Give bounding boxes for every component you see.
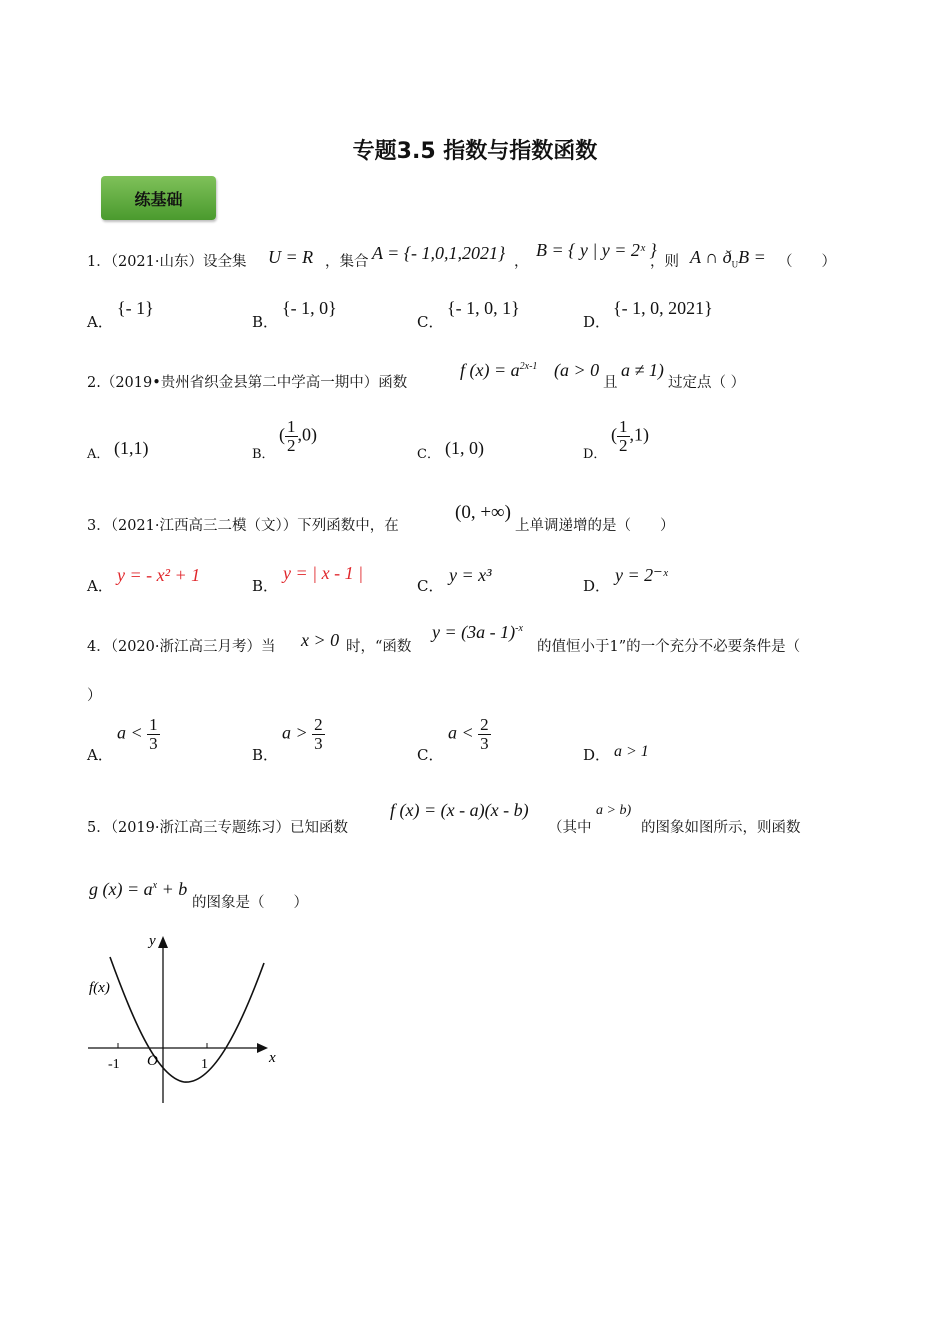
q1-option-c-value: {- 1, 0, 1}: [447, 298, 520, 318]
q4-option-d-value: a > 1: [614, 743, 649, 760]
neg-tick-label: -1: [108, 1057, 120, 1072]
q2-option-d-label: D．: [583, 447, 607, 462]
q4-option-d-label: D．: [583, 746, 611, 764]
q2-function: f $(x) = a^{2x-1}$: [460, 360, 538, 380]
q3-option-c-value: y = x³: [449, 565, 492, 585]
q5-g-function: g $(x) = a^x + b$: [89, 879, 188, 899]
q3-option-a-label: A．: [87, 577, 113, 595]
x-axis-label: x: [269, 1050, 276, 1066]
q3-option-b-value: y = | x - 1 |: [283, 563, 364, 583]
q1-option-d-value: {- 1, 0, 2021}: [613, 298, 713, 318]
q4-option-a-label: A．: [87, 746, 113, 764]
q2-option-b-label: B．: [252, 447, 275, 462]
q3-tail: 上单调递增的是（ ）: [515, 518, 675, 534]
q4-option-c-label: C．: [417, 746, 444, 764]
parabola-curve: [110, 957, 264, 1082]
q3-option-b-label: B．: [252, 577, 279, 595]
q4-tail-close: ）: [87, 688, 102, 704]
q2-option-a-label: A．: [87, 447, 110, 462]
q1-stem: 1．（2021·山东）设全集: [87, 254, 247, 270]
q4-stem: 4．（2020·浙江高三月考）当: [87, 639, 276, 655]
q1-option-a-value: {- 1}: [117, 298, 154, 318]
q1-text-set: ，集合: [325, 254, 369, 270]
q2-option-d-value: ( $\frac{1}{2}$ ,1): [611, 417, 649, 455]
page-title: 专题3.5 指数与指数函数: [352, 139, 598, 164]
q5-function: f (x) = (x - a)(x - b): [390, 800, 529, 820]
q4-option-b-value: a > $\frac{2}{3}$: [282, 715, 323, 753]
q4-option-b-label: B．: [252, 746, 279, 764]
q4-mid: 时，“函数: [346, 639, 412, 655]
q1-text-then: ，则: [650, 254, 679, 270]
q2-option-c-value: (1, 0): [445, 438, 484, 458]
q4-option-c-value: a < $\frac{2}{3}$: [448, 715, 489, 753]
q3-stem: 3．（2021·江西高三二模（文））下列函数中，在: [87, 518, 399, 534]
q4-function: y = (3a - 1)$^{-x}$: [432, 622, 523, 642]
q1-universal-set: U = R: [268, 247, 314, 267]
q5-condition: a > b): [596, 803, 632, 818]
q1-answer-paren: （ ）: [778, 254, 836, 270]
q2-option-b-value: ( $\frac{1}{2}$ ,0): [279, 417, 317, 455]
x-axis-arrow-icon: [257, 1043, 268, 1053]
q1-option-b-label: B．: [252, 313, 279, 331]
q2-option-a-value: (1,1): [114, 438, 149, 458]
q3-option-d-label: D．: [583, 577, 611, 595]
y-axis-arrow-icon: [158, 936, 168, 948]
pos-tick-label: 1: [201, 1057, 208, 1072]
q5-tail: 的图象如图所示，则函数: [641, 820, 801, 836]
y-axis-label: y: [149, 933, 156, 949]
q4-tail: 的值恒小于1”的一个充分不必要条件是（: [537, 639, 801, 655]
q1-set-a: A = {- 1,0,1,2021}: [372, 243, 506, 263]
q2-condition-1: (a > 0: [554, 360, 600, 380]
q4-option-a-value: a < $\frac{1}{3}$: [117, 715, 158, 753]
q4-condition: x > 0: [301, 630, 340, 650]
section-badge: 练基础: [101, 176, 216, 220]
q5-stem: 5．（2019·浙江高三专题练习）已知函数: [87, 820, 348, 836]
q1-expression: A ∩ $ð_UB$ =: [690, 247, 766, 270]
q2-condition-2: a ≠ 1): [621, 360, 664, 380]
q5-mid: （其中: [548, 820, 592, 836]
q1-option-a-label: A．: [87, 313, 113, 331]
q2-and: 且: [603, 375, 618, 391]
curve-label: f(x): [89, 980, 110, 996]
q3-option-c-label: C．: [417, 577, 444, 595]
q2-option-c-label: C．: [417, 447, 440, 462]
q1-option-c-label: C．: [417, 313, 444, 331]
q1-set-b: B = { y | y = 2ˣ }: [536, 240, 657, 260]
q3-option-d-value: y = 2⁻ˣ: [615, 565, 668, 585]
origin-label: O: [147, 1053, 158, 1069]
q2-stem: 2.（2019•贵州省织金县第二中学高一期中）函数: [87, 375, 408, 391]
q2-tail: 过定点（ ）: [668, 375, 746, 391]
q3-interval: (0, +∞): [455, 502, 511, 523]
q5-function-graph: [86, 925, 286, 1107]
q5-g-tail: 的图象是（ ）: [192, 895, 308, 911]
q1-comma: ，: [514, 254, 529, 270]
q3-option-a-value: y = - x² + 1: [117, 565, 201, 585]
q1-option-d-label: D．: [583, 313, 611, 331]
q1-option-b-value: {- 1, 0}: [282, 298, 337, 318]
